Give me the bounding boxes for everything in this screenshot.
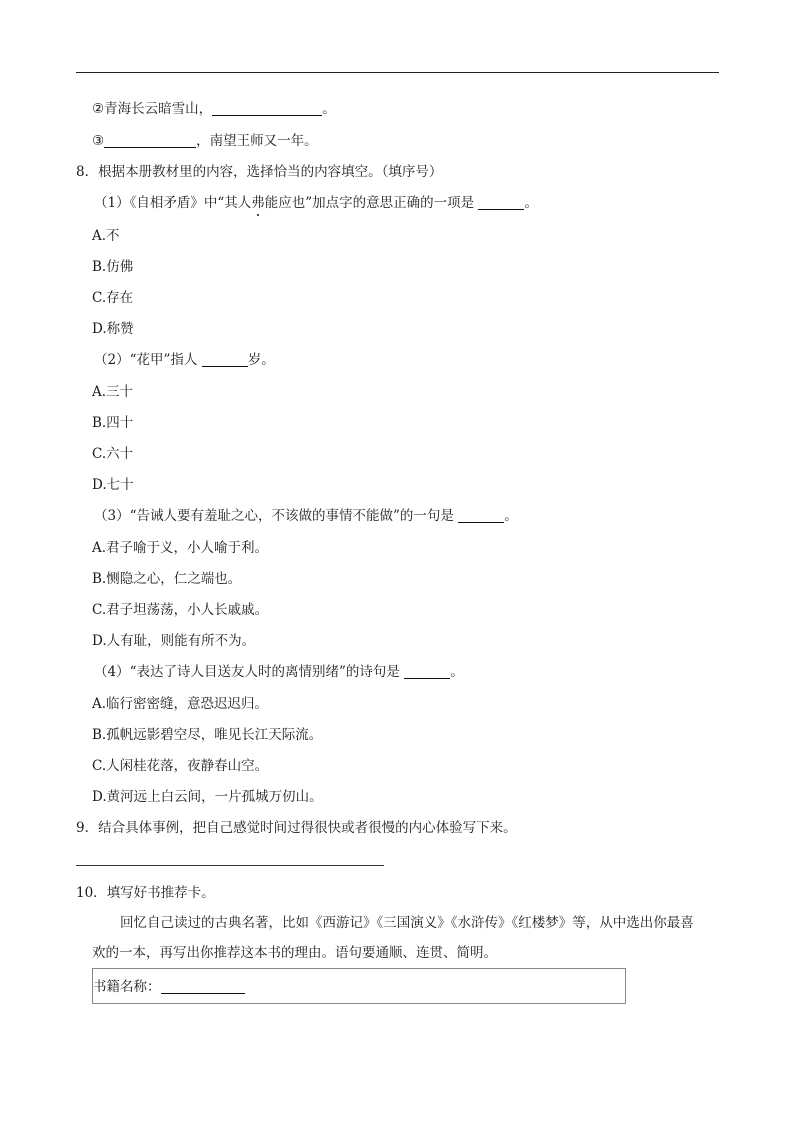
circled-number-2: ② xyxy=(92,101,105,117)
q8-sub2 xyxy=(94,351,275,369)
q8-sub3-blank[interactable] xyxy=(458,508,504,523)
q8-sub2-blank[interactable] xyxy=(202,352,248,367)
question-number: 10． xyxy=(76,885,107,901)
q7-item-3-text: ，南望王师又一年。 xyxy=(196,133,318,149)
question-number: 9． xyxy=(76,820,99,836)
q7-item-3 xyxy=(92,132,318,150)
q7-blank-3[interactable] xyxy=(104,133,196,148)
punct: 。 xyxy=(524,195,538,211)
q8-sub4-blank[interactable] xyxy=(404,664,450,679)
punct: 。 xyxy=(322,101,336,117)
option: B.四十 xyxy=(92,415,134,431)
card-row xyxy=(93,978,245,996)
sub-text: （1）《自相矛盾》中“其人 xyxy=(94,195,252,211)
option: C.人闲桂花落，夜静春山空。 xyxy=(92,758,269,774)
q8-sub3 xyxy=(94,507,518,525)
option: D.七十 xyxy=(92,477,134,493)
option: A.不 xyxy=(92,228,120,244)
option: C.六十 xyxy=(92,446,134,462)
question-number: 8． xyxy=(76,164,99,180)
option: A.临行密密缝，意恐迟迟归。 xyxy=(92,696,269,712)
q9-answer-line[interactable] xyxy=(76,865,384,866)
punct: 。 xyxy=(450,664,464,680)
option: B.孤帆远影碧空尽，唯见长江天际流。 xyxy=(92,727,323,743)
punct: 。 xyxy=(504,508,518,524)
option: C.君子坦荡荡，小人长戚戚。 xyxy=(92,602,269,618)
q7-item-2-text: 青海长云暗雪山， xyxy=(104,101,213,117)
question-stem: 根据本册教材里的内容，选择恰当的内容填空。（填序号） xyxy=(98,164,443,180)
q8-stem xyxy=(76,163,442,181)
q8-sub1 xyxy=(94,194,538,212)
q10-stem xyxy=(76,884,215,902)
book-recommendation-card xyxy=(92,968,626,1004)
sub-text: 能应也”加点字的意思正确的一项是 xyxy=(264,195,475,211)
option: A.三十 xyxy=(92,384,134,400)
q8-sub1-blank[interactable] xyxy=(478,195,524,210)
q10-paragraph-line-1: 回忆自己读过的古典名著，比如《西游记》《三国演义》《水浒传》《红楼梦》等，从中选出你最喜 xyxy=(120,915,694,931)
option: B.仿佛 xyxy=(92,259,134,275)
option: B.恻隐之心，仁之端也。 xyxy=(92,571,242,587)
sub-text: （2）“花甲”指人 xyxy=(94,352,198,368)
q10-paragraph-line-2: 欢的一本，再写出你推荐这本书的理由。语句要通顺、连贯、简明。 xyxy=(92,945,497,961)
emphasis-dot-char: 弗 xyxy=(251,195,265,211)
book-name-blank[interactable] xyxy=(161,979,245,994)
option: D.黄河远上白云间，一片孤城万仞山。 xyxy=(92,789,323,805)
q8-sub4 xyxy=(94,663,464,681)
option: C.存在 xyxy=(92,290,134,306)
sub-text: （4）“表达了诗人目送友人时的离情别绪”的诗句是 xyxy=(94,664,400,680)
question-stem: 填写好书推荐卡。 xyxy=(106,885,215,901)
header-rule xyxy=(76,72,719,73)
sub-text: 岁。 xyxy=(247,352,275,368)
option: D.人有耻，则能有所不为。 xyxy=(92,633,256,649)
q7-blank-2[interactable] xyxy=(212,101,322,116)
q7-item-2 xyxy=(92,100,336,118)
option: A.君子喻于义，小人喻于利。 xyxy=(92,540,269,556)
circled-number-3: ③ xyxy=(92,133,105,149)
q9-stem xyxy=(76,819,517,837)
question-stem: 结合具体事例，把自己感觉时间过得很快或者很慢的内心体验写下来。 xyxy=(98,820,517,836)
option: D.称赞 xyxy=(92,321,134,337)
book-name-label: 书籍名称： xyxy=(93,979,161,995)
sub-text: （3）“告诫人要有羞耻之心，不该做的事情不能做”的一句是 xyxy=(94,508,454,524)
